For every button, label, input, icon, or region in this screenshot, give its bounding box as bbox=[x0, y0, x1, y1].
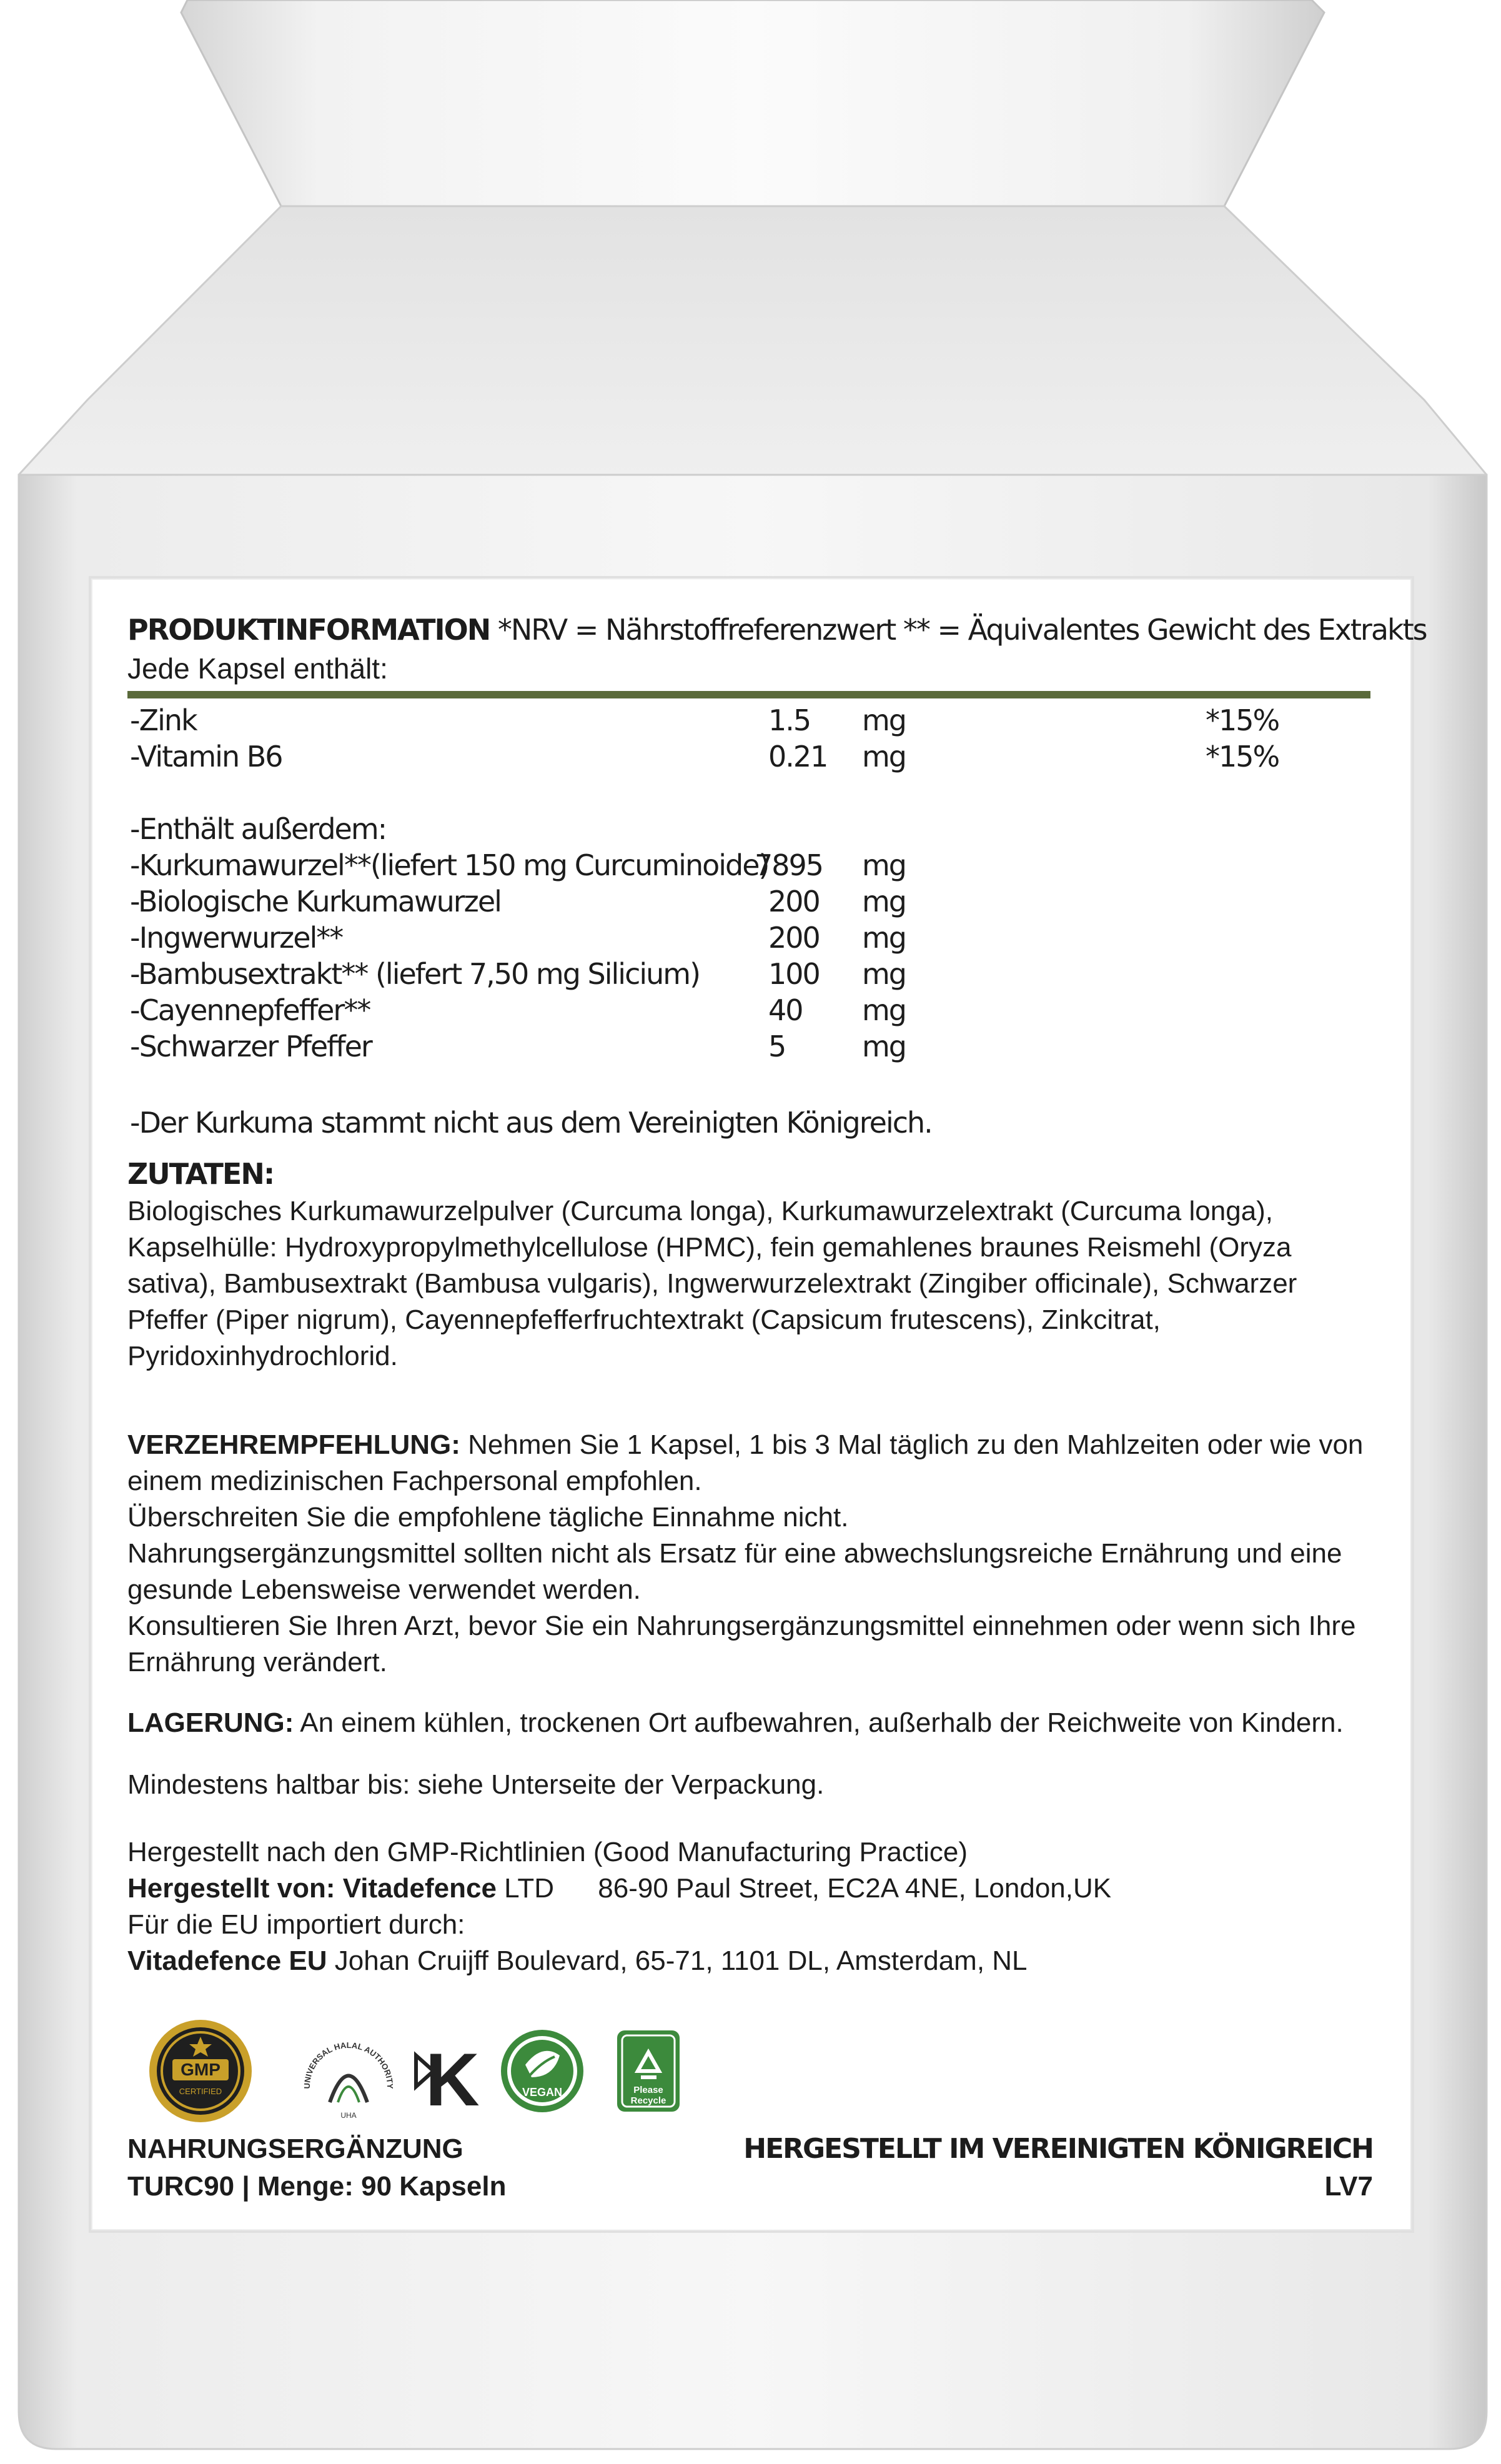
zutaten-heading: ZUTATEN: bbox=[127, 1157, 274, 1191]
product-type: NAHRUNGSERGÄNZUNG bbox=[127, 2134, 463, 2164]
manufacturer-address: 86-90 Paul Street, EC2A 4NE, London,UK bbox=[598, 1873, 1112, 1904]
gmp-text: GMP bbox=[181, 2060, 220, 2079]
origin-note: -Der Kurkuma stammt nicht aus dem Vereinigten Königreich. bbox=[130, 1106, 932, 1140]
svg-text:UNIVERSAL HALAL AUTHORITY bbox=[302, 2040, 395, 2089]
recycle-badge bbox=[617, 2030, 680, 2112]
storage-text: LAGERUNG: An einem kühlen, trockenen Ort aufbewahren, außerhalb der Reichweite von Kindern. bbox=[127, 1707, 1344, 1738]
gmp-certified-text: CERTIFIED bbox=[179, 2087, 222, 2096]
made-by-line: Hergestellt von: Vitadefence LTD 86-90 Paul Street, EC2A 4NE, London,UK bbox=[127, 1873, 1112, 1904]
usage-line-2: Überschreiten Sie die empfohlene tägliche Einnahme nicht. bbox=[127, 1502, 849, 1533]
footer-right bbox=[743, 2130, 1373, 2205]
footer-left bbox=[127, 2130, 506, 2205]
importer-label: Für die EU importiert durch: bbox=[127, 1909, 465, 1940]
product-label: PRODUKTINFORMATION *NRV = Nährstoffreferenzwert ** = Äquivalentes Gewicht des Extrakts Jede Kapsel enthält: -Zink 1.5 mg *15% -Vitamin B6 0.21 mg *15% -Enthält außerdem: -Kurkumawurzel**(liefert 150 mg Curcuminoide) 7895 mg -Biologische Kurkumawurzel 200 mg -Ingwerwurzel** 200 mg -Bambusextrakt** (liefert 7,50 mg Silicium) 100 mg -Cayennepfeffer** 40 mg -Schwarzer Pfeffer 5 mg -Der Kurkuma stammt nicht aus dem Vereinigten Königreich. ZUTATEN: Biologisches Kurkumawurzelpulver (Curcuma longa), Kurkumawurzelextrakt (Curcuma longa), Kapselhülle: Hydroxypropylmethylcellulose (HPMC), fein gemahlenes braunes Reismehl (Oryza sativa), Bambusextrakt (Bambusa vulgaris), Ingwerwurzelextrakt (Zingiber officinale), Schwarzer Pfeffer (Piper nigrum), Cayennepfefferfruchtextrakt (Capsicum frutescens), Zinkcitrat, Pyridoxinhydrochlorid. VERZEHREMPFEHLUNG: Nehmen Sie 1 Kapsel, 1 bis 3 Mal täglich zu den Mahlzeiten oder wie von einem medizinischen Fachpersonal empfohlen. Überschreiten Sie die empfohlene tägliche Einnahme nicht. Nahrungsergänzungsmittel sollten nicht als Ersatz für eine abwechslungsreiche Ernährung und eine gesunde Lebensweise verwendet werden. Konsultieren Sie Ihren Arzt, bevor Sie ein Nahrungsergänzungsmittel einnehmen oder wenn sich Ihre Ernährung verändert. LAGERUNG: An einem kühlen, trockenen Ort aufbewahren, außerhalb der Reichweite von Kindern. Mindestens haltbar bis: siehe Unterseite der Verpackung. Hergestellt nach den GMP-Richtlinien (Good Manufacturing Practice) Hergestellt von: Vitadefence LTD 86-90 Paul Street, EC2A 4NE, London,UK Für die EU importiert durch: Vitadefence EU Johan Cruijff Boulevard, 65-71, 1101 DL, Amsterdam, NL GMP CERTIFIED UNIVERSAL HALAL AUTHORITY UHA K VEGAN Please Recycle NAHRUNGSERGÄNZUNG TURC90 | Menge: 90 Kapseln HERGESTELLT IM VEREINIGTEN KÖNIGREICH LV7 bbox=[92, 580, 1410, 2229]
product-info-line bbox=[127, 611, 1427, 648]
usage-heading: VERZEHREMPFEHLUNG: bbox=[127, 1429, 460, 1460]
zutaten-text: Biologisches Kurkumawurzelpulver (Curcuma longa), Kurkumawurzelextrakt (Curcuma longa), Kapselhülle: Hydroxypropylmethylcellulose (HPMC), fein gemahlenes braunes Reismehl (Oryza sativa), Bambusextrakt (Bambusa vulgaris), Ingwerwurzelextrakt (Zingiber officinale), Schwarzer Pfeffer (Piper nigrum), Cayennepfefferfruchtextrakt (Capsicum frutescens), Zinkcitrat, Pyridoxinhydrochlorid. bbox=[127, 1196, 1297, 1371]
bottle-cap bbox=[181, 0, 1324, 206]
usage-line-4: Konsultieren Sie Ihren Arzt, bevor Sie ein Nahrungsergänzungsmittel einnehmen oder wenn sich Ihre Ernährung verändert. bbox=[127, 1611, 1356, 1677]
lot-code: LV7 bbox=[1324, 2171, 1373, 2202]
halal-uha-text: UHA bbox=[340, 2111, 357, 2120]
recycle-text-1: Please bbox=[633, 2085, 663, 2095]
gmp-line: Hergestellt nach den GMP-Richtlinien (Good Manufacturing Practice) bbox=[127, 1837, 968, 1867]
vegan-text: VEGAN bbox=[522, 2086, 563, 2099]
certification-badges bbox=[147, 2018, 710, 2124]
kosher-k: K bbox=[425, 2038, 480, 2122]
vegan-badge bbox=[501, 2030, 583, 2112]
halal-badge bbox=[302, 2040, 395, 2120]
per-capsule-text: Jede Kapsel enthält: bbox=[127, 652, 388, 685]
product-info-heading: PRODUKTINFORMATION bbox=[127, 613, 490, 647]
product-info-notes: *NRV = Nährstoffreferenzwert ** = Äquivalentes Gewicht des Extrakts bbox=[497, 613, 1427, 647]
made-in-uk: HERGESTELLT IM VEREINIGTEN KÖNIGREICH bbox=[743, 2133, 1373, 2165]
eu-importer-line: Vitadefence EU Johan Cruijff Boulevard, 65-71, 1101 DL, Amsterdam, NL bbox=[127, 1945, 1028, 1976]
halal-ring-text: UNIVERSAL HALAL AUTHORITY bbox=[302, 2040, 395, 2089]
sku-quantity: TURC90 | Menge: 90 Kapseln bbox=[127, 2171, 507, 2202]
recycle-text-2: Recycle bbox=[630, 2095, 666, 2106]
storage-line-2: Mindestens haltbar bis: siehe Unterseite der Verpackung. bbox=[127, 1769, 825, 1800]
usage-line-3: Nahrungsergänzungsmittel sollten nicht als Ersatz für eine abwechslungsreiche Ernährung und eine gesunde Lebensweise verwendet werden. bbox=[127, 1538, 1342, 1605]
storage-heading: LAGERUNG: bbox=[127, 1707, 294, 1738]
kosher-badge bbox=[416, 2038, 480, 2122]
divider-rule bbox=[127, 691, 1370, 698]
usage-text: VERZEHREMPFEHLUNG: Nehmen Sie 1 Kapsel, 1 bis 3 Mal täglich zu den Mahlzeiten oder wie von einem medizinischen Fachpersonal empfohlen. bbox=[127, 1429, 1364, 1496]
gmp-certified-badge bbox=[149, 2020, 252, 2122]
